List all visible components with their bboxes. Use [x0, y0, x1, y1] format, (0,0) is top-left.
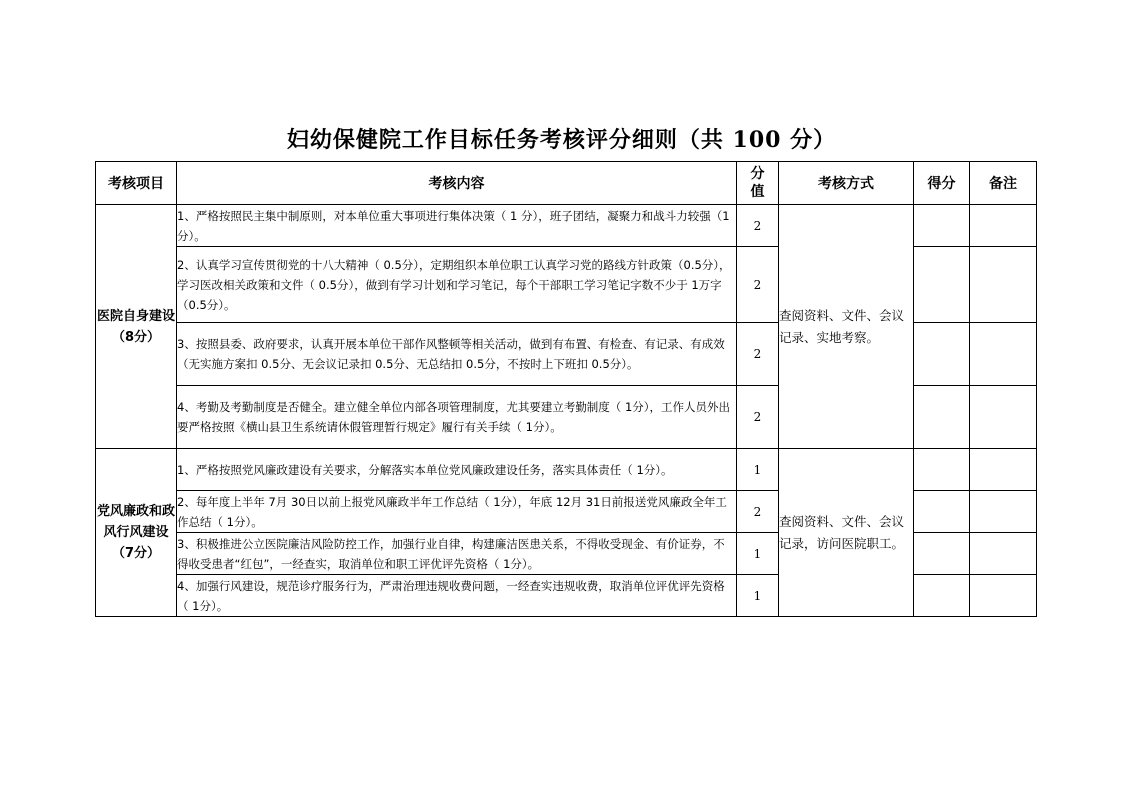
- category-name: 党风廉政和政风行风建设: [96, 504, 175, 540]
- category-points: （7分）: [111, 546, 161, 561]
- content-cell: 4、考勤及考勤制度是否健全。建立健全单位内部各项管理制度，尤其要建立考勤制度（ 1分），工作人员外出要严格按照《横山县卫生系统请休假管理暂行规定》履行有关手续（ 1分）。: [177, 386, 737, 449]
- got-cell[interactable]: [914, 386, 970, 449]
- header-item: 考核项目: [96, 162, 177, 205]
- content-cell: 1、严格按照民主集中制原则，对本单位重大事项进行集体决策（ 1 分），班子团结，凝聚力和战斗力较强（1分）。: [177, 205, 737, 247]
- got-cell[interactable]: [914, 247, 970, 323]
- score-cell: 2: [737, 323, 779, 386]
- score-cell: 2: [737, 247, 779, 323]
- note-cell[interactable]: [970, 533, 1037, 575]
- content-cell: 2、每年度上半年 7月 30日以前上报党风廉政半年工作总结（ 1分），年底 12月 31日前报送党风廉政全年工作总结（ 1分）。: [177, 491, 737, 533]
- header-score: [737, 162, 779, 205]
- header-score-line2: 值: [750, 184, 765, 200]
- score-cell: 2: [737, 205, 779, 247]
- got-cell[interactable]: [914, 575, 970, 617]
- note-cell[interactable]: [970, 491, 1037, 533]
- got-cell[interactable]: [914, 323, 970, 386]
- note-cell[interactable]: [970, 323, 1037, 386]
- header-got: 得分: [914, 162, 970, 205]
- score-cell: 2: [737, 491, 779, 533]
- category-name: 医院自身建设: [96, 308, 175, 324]
- header-content: 考核内容: [177, 162, 737, 205]
- method-cell: 查阅资料、文件、会议记录，访问医院职工。: [779, 449, 914, 617]
- note-cell[interactable]: [970, 247, 1037, 323]
- page-title: 妇幼保健院工作目标任务考核评分细则（共 100 分）: [286, 127, 837, 153]
- content-cell: 2、认真学习宣传贯彻党的十八大精神（ 0.5分），定期组织本单位职工认真学习党的路线方针政策（0.5分），学习医改相关政策和文件（ 0.5分），做到有学习计划和学习笔记，每个干部职工学习笔记字数不少于 1万字（0.5分）。: [177, 247, 737, 323]
- score-cell: 2: [737, 386, 779, 449]
- content-cell: 4、加强行风建设，规范诊疗服务行为，严肃治理违规收费问题，一经查实违规收费，取消单位评优评先资格（ 1分）。: [177, 575, 737, 617]
- category-points: （8分）: [111, 329, 161, 345]
- note-cell[interactable]: [970, 386, 1037, 449]
- score-cell: 1: [737, 449, 779, 491]
- score-cell: 1: [737, 575, 779, 617]
- note-cell[interactable]: [970, 575, 1037, 617]
- score-cell: 1: [737, 533, 779, 575]
- header-method: 考核方式: [779, 162, 914, 205]
- header-note: 备注: [970, 162, 1037, 205]
- note-cell[interactable]: [970, 449, 1037, 491]
- content-cell: 3、按照县委、政府要求，认真开展本单位干部作风整顿等相关活动，做到有布置、有检查、有记录、有成效（无实施方案扣 0.5分、无会议记录扣 0.5分、无总结扣 0.5分，不按时上下班扣 0.5分）。: [177, 323, 737, 386]
- assessment-table: [95, 161, 1037, 617]
- category-cell: [96, 449, 177, 617]
- method-cell: 查阅资料、文件、会议记录、实地考察。: [779, 205, 914, 449]
- table-row: [96, 205, 1037, 247]
- note-cell[interactable]: [970, 205, 1037, 247]
- got-cell[interactable]: [914, 491, 970, 533]
- got-cell[interactable]: [914, 205, 970, 247]
- table-row: [96, 449, 1037, 491]
- got-cell[interactable]: [914, 533, 970, 575]
- header-score-line1: 分: [750, 166, 765, 182]
- got-cell[interactable]: [914, 449, 970, 491]
- header-row: [96, 162, 1037, 205]
- content-cell: 1、严格按照党风廉政建设有关要求，分解落实本单位党风廉政建设任务，落实具体责任（ 1分）。: [177, 449, 737, 491]
- category-cell: [96, 205, 177, 449]
- content-cell: 3、积极推进公立医院廉洁风险防控工作，加强行业自律，构建廉洁医患关系，不得收受现金、有价证券，不得收受患者“红包”，一经查实，取消单位和职工评优评先资格（ 1分）。: [177, 533, 737, 575]
